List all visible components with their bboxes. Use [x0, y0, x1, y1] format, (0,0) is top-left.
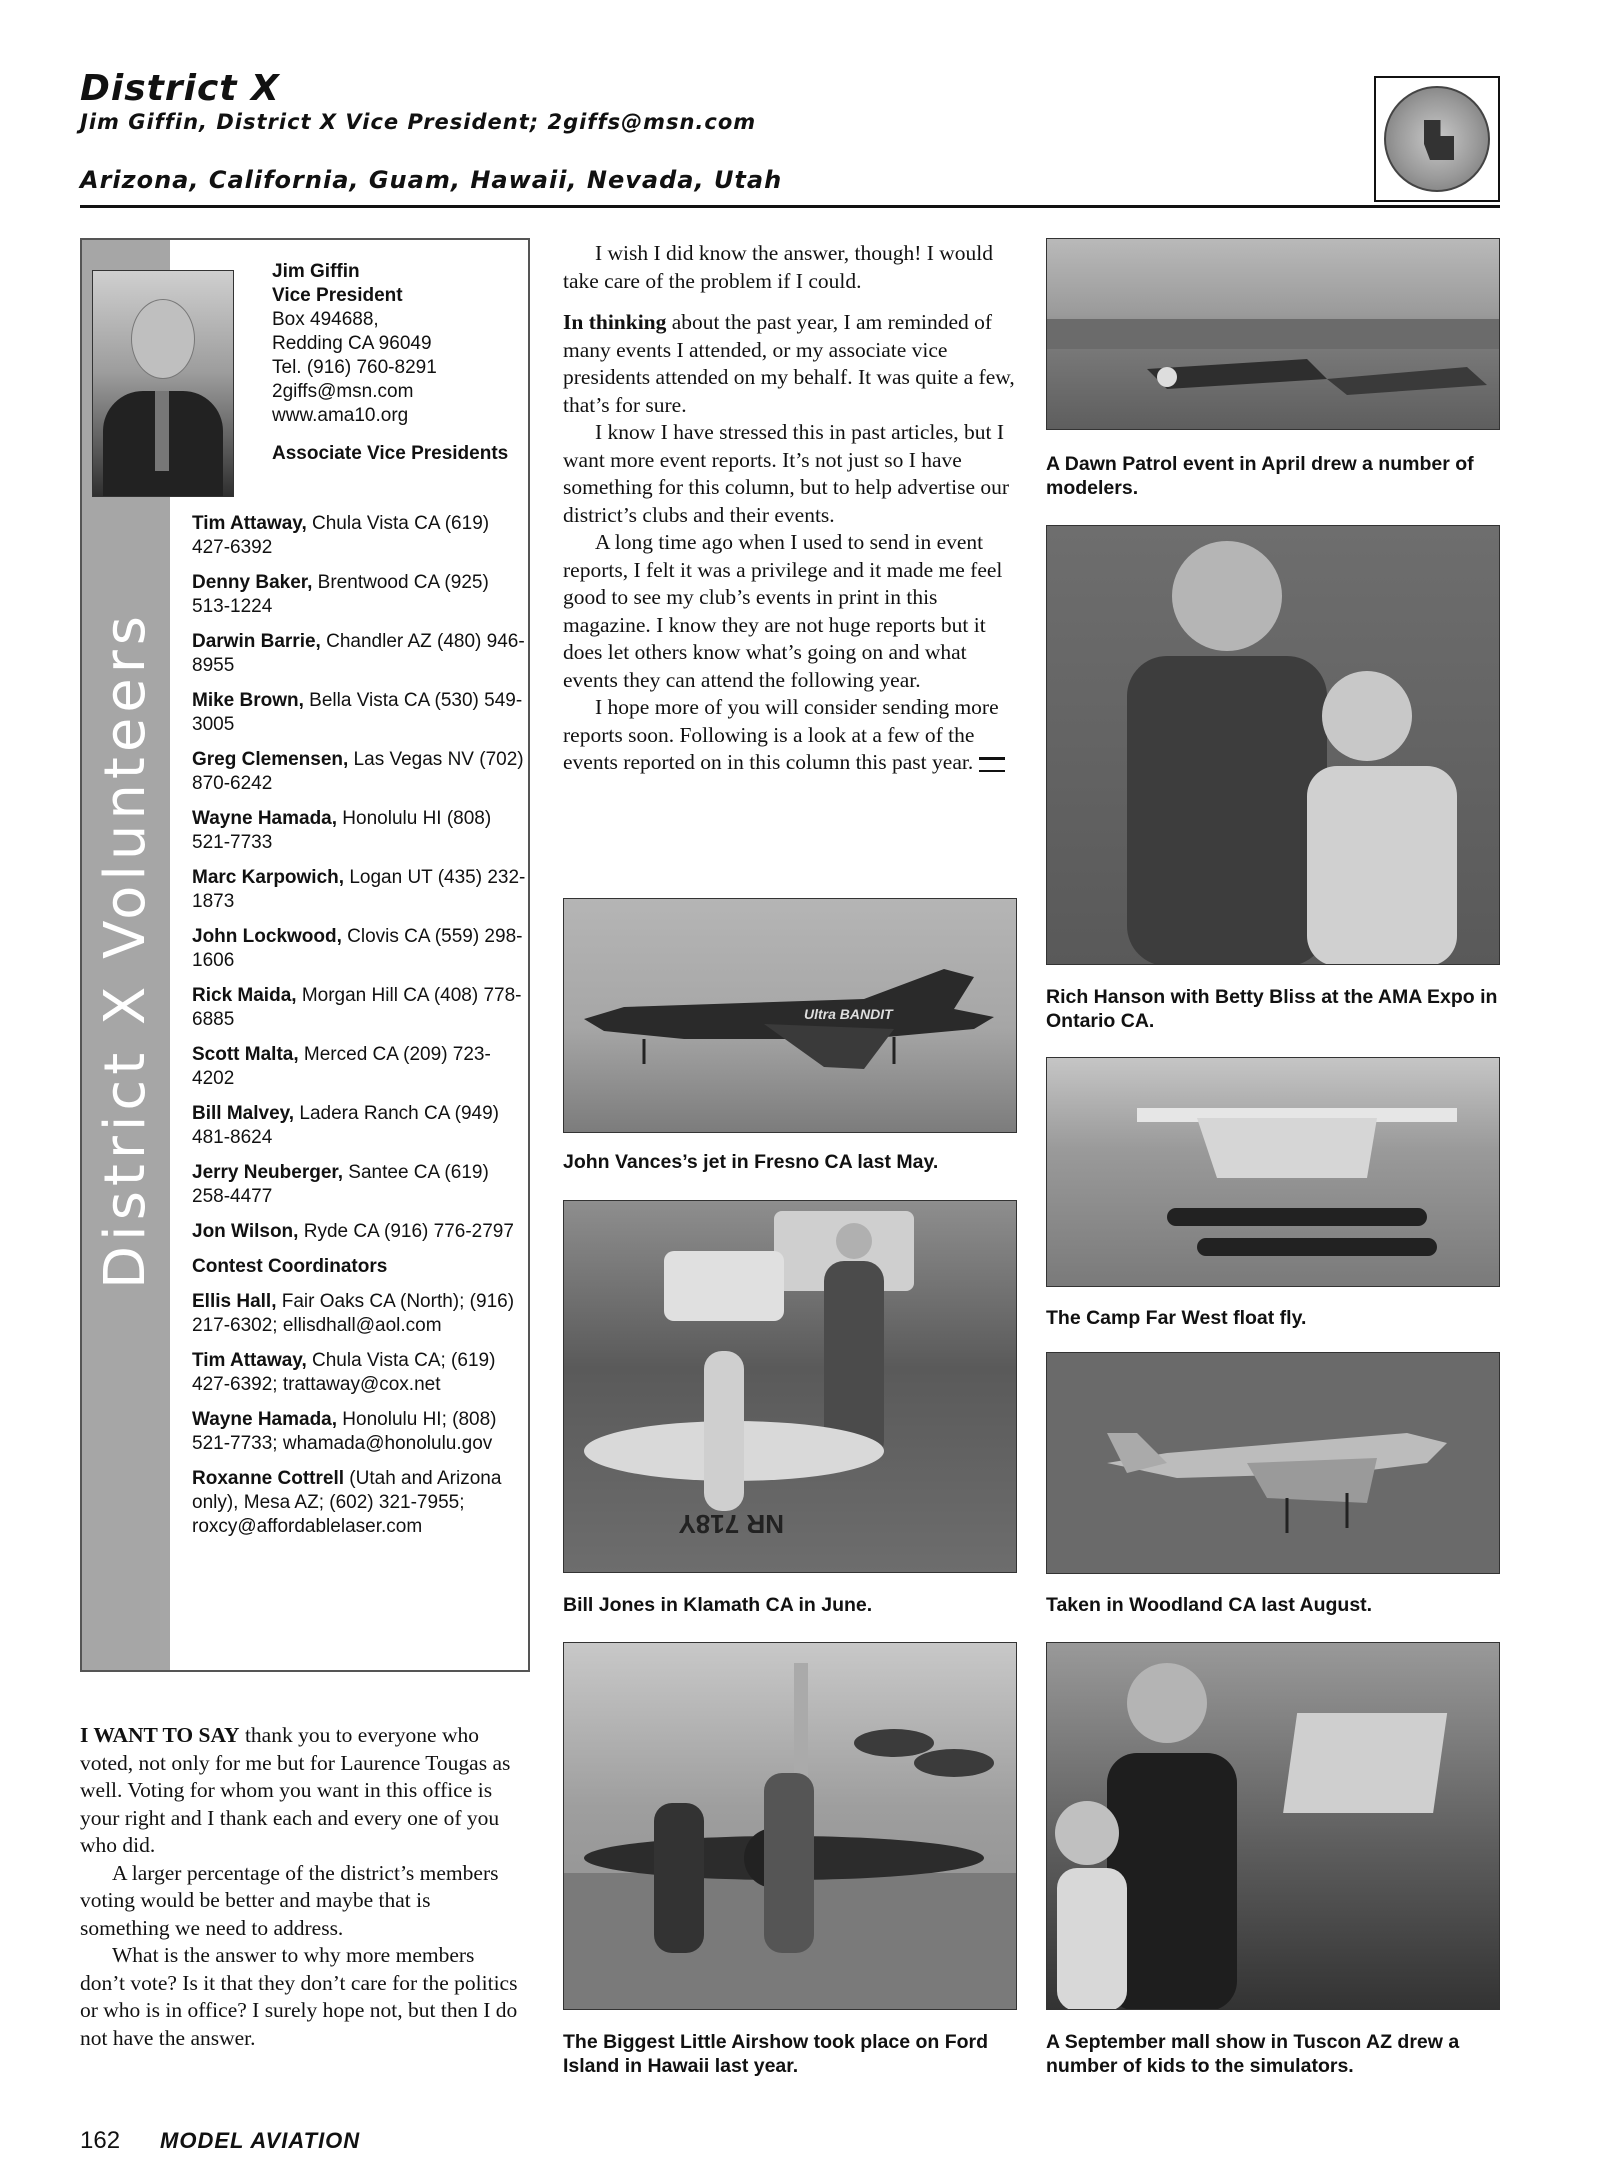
- page-number: 162: [80, 2127, 121, 2154]
- photo-ford-island: [563, 1642, 1017, 2010]
- associate-heading: Associate Vice Presidents: [272, 443, 509, 464]
- article-text: thank you to everyone who voted, not only for me but for Laurence Tougas as well. Voting for whom you want in this office is your right and I thank each and every one of you who did.: [80, 1723, 511, 1857]
- volunteer-detail: Logan UT (435) 232-1873: [192, 867, 526, 912]
- volunteer-entry: [192, 1220, 527, 1244]
- kids-simulator-icon: [1047, 1643, 1500, 2010]
- coordinator-entry: [192, 1467, 527, 1539]
- article-lead-in: In thinking: [563, 310, 667, 334]
- vp-portrait: [92, 270, 234, 497]
- district-title: District X: [80, 68, 280, 109]
- end-mark-icon: [979, 757, 1005, 772]
- plane-with-man-icon: [564, 1201, 1017, 1573]
- contest-coordinators-heading: Contest Coordinators: [192, 1256, 388, 1277]
- volunteer-detail: Merced CA (209) 723-4202: [192, 1044, 491, 1089]
- article-middle-column: [563, 240, 1017, 777]
- photo-woodland: [1046, 1352, 1500, 1574]
- volunteer-entry: [192, 1102, 527, 1150]
- caption-dawn-patrol: A Dawn Patrol event in April drew a number of modelers.: [1046, 453, 1474, 499]
- volunteer-entry: [192, 925, 527, 973]
- coordinator-name: Tim Attaway,: [192, 1350, 307, 1371]
- article-paragraph: I know I have stressed this in past articles, but I want more event reports. It’s not just so I have something for this column, but to help advertise our district’s clubs and their events.: [563, 420, 1010, 527]
- district-logo: [1374, 76, 1500, 202]
- caption-bill-jones: Bill Jones in Klamath CA in June.: [563, 1594, 873, 1616]
- coordinator-detail: (Utah and Arizona only), Mesa AZ; (602) 321-7955; roxcy@affordablelaser.com: [192, 1468, 502, 1537]
- portrait-face: [131, 299, 195, 379]
- photo-camp-far-west: [1046, 1057, 1500, 1287]
- volunteer-entry: [192, 807, 527, 855]
- jet-icon: [564, 899, 1017, 1133]
- vp-line: Redding CA 96049: [272, 333, 432, 354]
- coordinator-entry: [192, 1408, 527, 1456]
- photo-tuscon: [1046, 1642, 1500, 2010]
- two-people-icon: [1047, 526, 1500, 965]
- volunteer-name: Jerry Neuberger,: [192, 1162, 344, 1183]
- vp-contact: [272, 260, 522, 466]
- volunteer-entry: [192, 748, 527, 796]
- caption-ford-island: The Biggest Little Airshow took place on Ford Island in Hawaii last year.: [563, 2031, 989, 2077]
- volunteer-detail: Ryde CA (916) 776-2797: [298, 1221, 514, 1242]
- volunteer-list: [192, 512, 527, 1550]
- volunteer-detail: Santee CA (619) 258-4477: [192, 1162, 489, 1207]
- volunteers-sidebar: [80, 238, 530, 1672]
- caption-woodland: Taken in Woodland CA last August.: [1046, 1594, 1373, 1616]
- volunteer-name: Tim Attaway,: [192, 513, 307, 534]
- volunteer-detail: Honolulu HI (808) 521-7733: [192, 808, 492, 853]
- photo-rich-hanson: [1046, 525, 1500, 965]
- coordinator-name: Wayne Hamada,: [192, 1409, 338, 1430]
- volunteer-name: Darwin Barrie,: [192, 631, 321, 652]
- vp-phone: Tel. (916) 760-8291: [272, 357, 437, 378]
- coordinator-detail: Chula Vista CA; (619) 427-6392; trattaway@cox.net: [192, 1350, 496, 1395]
- coordinator-entry: [192, 1349, 527, 1397]
- article-paragraph: [563, 309, 1017, 419]
- article-paragraph: What is the answer to why more members don’t vote? Is it that they don’t care for the politics or who is in office? I surely hope not, but then I do not have the answer.: [80, 1943, 518, 2050]
- vp-email: 2giffs@msn.com: [272, 381, 414, 402]
- volunteer-name: Denny Baker,: [192, 572, 313, 593]
- volunteer-name: Scott Malta,: [192, 1044, 299, 1065]
- volunteer-entry: [192, 630, 527, 678]
- volunteer-detail: Morgan Hill CA (408) 778-6885: [192, 985, 522, 1030]
- volunteer-detail: Chula Vista CA (619) 427-6392: [192, 513, 490, 558]
- vp-name: Jim Giffin: [272, 261, 360, 282]
- volunteer-entry: [192, 571, 527, 619]
- district-subtitle: Jim Giffin, District X Vice President; 2giffs@msn.com: [80, 110, 757, 134]
- caption-john-vance: John Vances’s jet in Fresno CA last May.: [563, 1151, 939, 1173]
- volunteer-name: John Lockwood,: [192, 926, 342, 947]
- volunteer-detail: Las Vegas NV (702) 870-6242: [192, 749, 524, 794]
- volunteer-entry: [192, 1043, 527, 1091]
- caption-tuscon: A September mall show in Tuscon AZ drew a number of kids to the simulators.: [1046, 2031, 1460, 2077]
- vp-line: Box 494688,: [272, 309, 379, 330]
- volunteer-entry: [192, 866, 527, 914]
- jet-name-label: Ultra BANDIT: [804, 1006, 893, 1022]
- volunteer-detail: Chandler AZ (480) 946-8955: [192, 631, 525, 676]
- header-rule: [80, 205, 1500, 208]
- volunteer-detail: Ladera Ranch CA (949) 481-8624: [192, 1103, 499, 1148]
- volunteer-entry: [192, 984, 527, 1032]
- coordinator-detail: Honolulu HI; (808) 521-7733; whamada@honolulu.gov: [192, 1409, 497, 1454]
- vp-website: www.ama10.org: [272, 405, 409, 426]
- volunteer-entry: [192, 1161, 527, 1209]
- article-paragraph: [563, 694, 1017, 777]
- registration-label: NR 718Y: [678, 1509, 784, 1539]
- warbird-with-men-icon: [564, 1643, 1017, 2010]
- volunteer-name: Jon Wilson,: [192, 1221, 299, 1242]
- volunteer-name: Mike Brown,: [192, 690, 304, 711]
- article-text: about the past year, I am reminded of many events I attended, or my associate vice presidents attended on my behalf. It was quite a few, that’s for sure.: [563, 310, 1015, 417]
- caption-camp-far-west: The Camp Far West float fly.: [1046, 1307, 1307, 1329]
- volunteer-entry: [192, 512, 527, 560]
- fighter-plane-icon: [1047, 1353, 1500, 1574]
- volunteer-detail: Clovis CA (559) 298-1606: [192, 926, 523, 971]
- article-lead-in: I WANT TO SAY: [80, 1723, 240, 1747]
- coordinator-entry: [192, 1290, 527, 1338]
- district-states: Arizona, California, Guam, Hawaii, Nevada, Utah: [80, 166, 783, 194]
- article-left-column: [80, 1722, 520, 2052]
- volunteer-detail: Brentwood CA (925) 513-1224: [192, 572, 489, 617]
- photo-jet: [563, 898, 1017, 1133]
- district-seal-icon: [1384, 86, 1490, 192]
- magazine-name: MODEL AVIATION: [160, 2128, 361, 2153]
- volunteer-name: Wayne Hamada,: [192, 808, 338, 829]
- coordinator-name: Roxanne Cottrell: [192, 1468, 345, 1489]
- state-silhouette-icon: [1424, 120, 1454, 160]
- article-paragraph: A long time ago when I used to send in event reports, I felt it was a privilege and it made me feel good to see my club’s events in print in this magazine. I know they are not huge reports but it does let others know what’s going on and what events they can attend the following year.: [563, 530, 1003, 692]
- sidebar-vertical-title: District X Volunteers: [93, 611, 158, 1289]
- article-paragraph: [80, 1722, 520, 1860]
- photo-dawn-patrol: [1046, 238, 1500, 430]
- article-paragraph: A larger percentage of the district’s members voting would be better and maybe that is something we need to address.: [80, 1860, 499, 1940]
- caption-rich-hanson: Rich Hanson with Betty Bliss at the AMA Expo in Ontario CA.: [1046, 986, 1498, 1032]
- coordinator-name: Ellis Hall,: [192, 1291, 277, 1312]
- vp-role: Vice President: [272, 285, 403, 306]
- volunteer-name: Marc Karpowich,: [192, 867, 345, 888]
- article-text: I hope more of you will consider sending more reports soon. Following is a look at a few of the events reported on in this column this past year.: [563, 695, 999, 774]
- photo-bill-jones: [563, 1200, 1017, 1573]
- volunteer-name: Rick Maida,: [192, 985, 297, 1006]
- article-paragraph: I wish I did know the answer, though! I would take care of the problem if I could.: [563, 241, 994, 293]
- volunteer-name: Greg Clemensen,: [192, 749, 349, 770]
- coordinator-detail: Fair Oaks CA (North); (916) 217-6302; ellisdhall@aol.com: [192, 1291, 515, 1336]
- volunteer-detail: Bella Vista CA (530) 549-3005: [192, 690, 523, 735]
- volunteer-entry: [192, 689, 527, 737]
- portrait-tie: [155, 391, 169, 471]
- airfield-crowd-icon: [1047, 239, 1500, 430]
- float-plane-icon: [1047, 1058, 1500, 1287]
- volunteer-name: Bill Malvey,: [192, 1103, 295, 1124]
